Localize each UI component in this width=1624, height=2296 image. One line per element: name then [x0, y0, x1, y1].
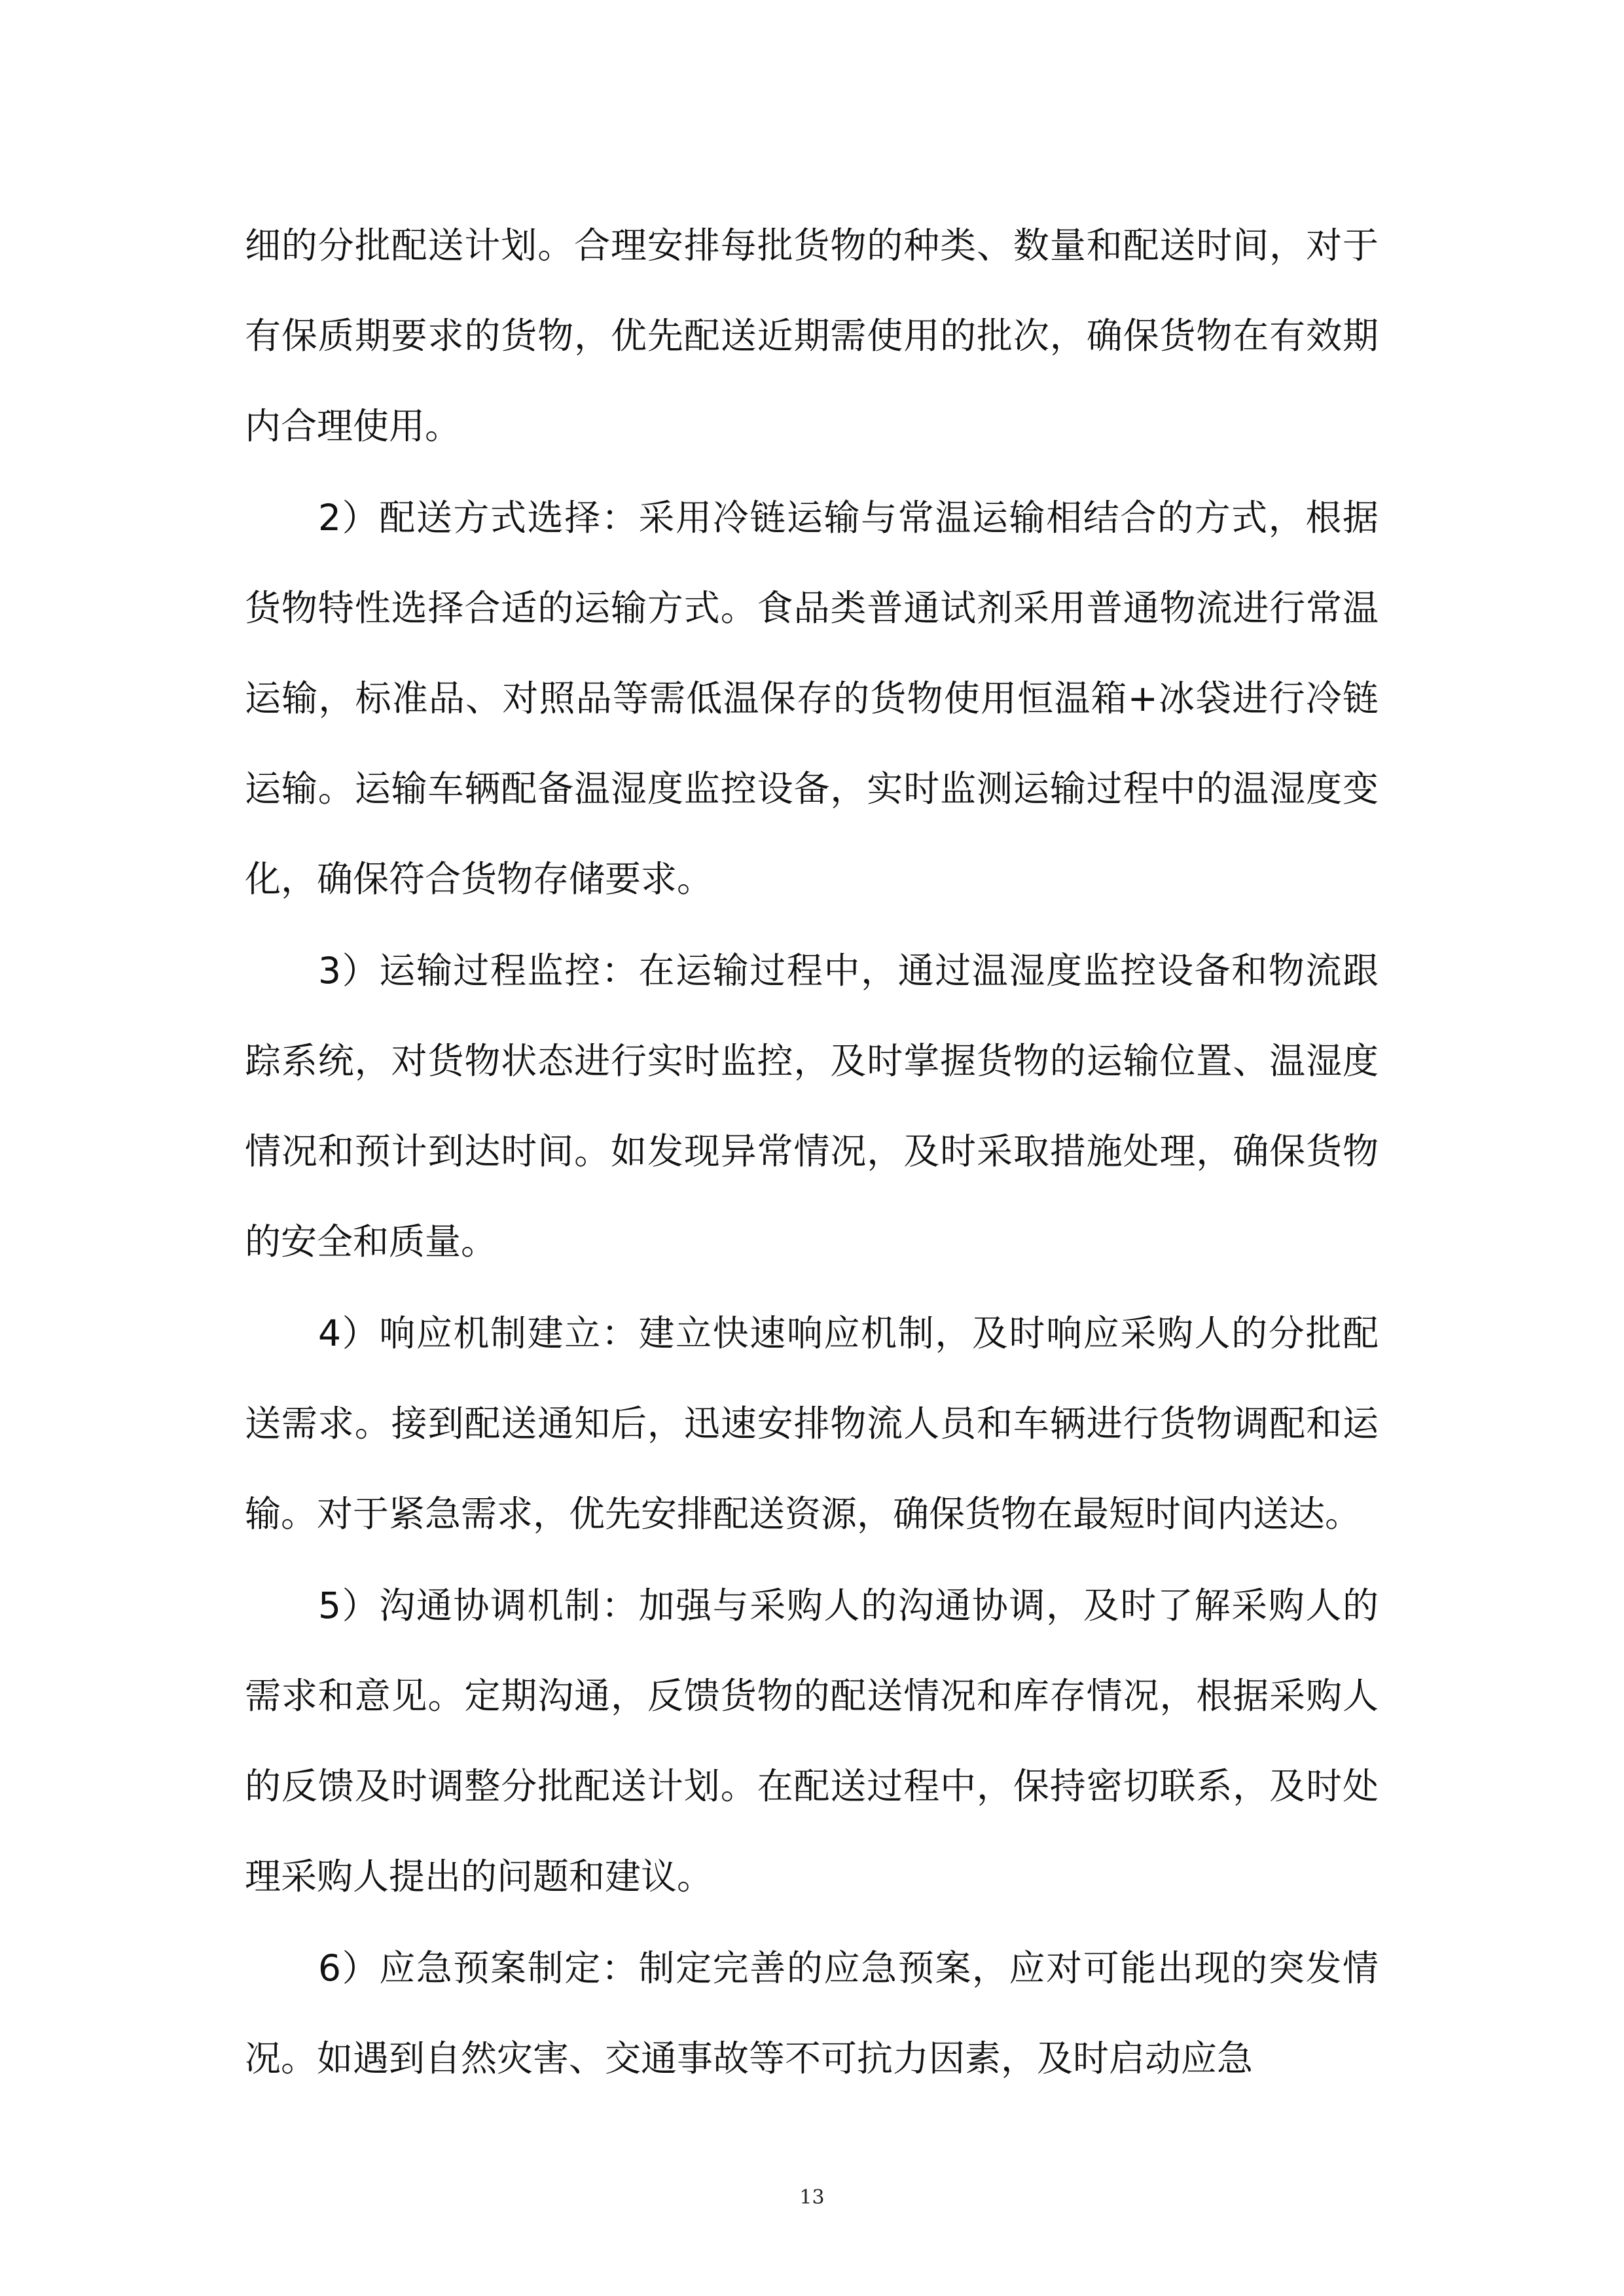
paragraph-communication-mechanism: 5）沟通协调机制：加强与采购人的沟通协调，及时了解采购人的需求和意见。定期沟通，反馈货物的配送情况和库存情况，根据采购人的反馈及时调整分批配送计划。在配送过程中，保持密切联系，及时处理采购人提出的问题和建议。: [245, 1585, 1379, 1897]
page-number: 13: [799, 2186, 825, 2209]
paragraph-continuation: 细的分批配送计划。合理安排每批货物的种类、数量和配送时间，对于有保质期要求的货物，优先配送近期需使用的批次，确保货物在有效期内合理使用。: [245, 224, 1379, 447]
paragraph-response-mechanism: 4）响应机制建立：建立快速响应机制，及时响应采购人的分批配送需求。接到配送通知后，迅速安排物流人员和车辆进行货物调配和运输。对于紧急需求，优先安排配送资源，确保货物在最短时间内送达。: [245, 1312, 1379, 1535]
paragraph-emergency-plan: 6）应急预案制定：制定完善的应急预案，应对可能出现的突发情况。如遇到自然灾害、交通事故等不可抗力因素，及时启动应急: [245, 1947, 1379, 2079]
paragraph-delivery-method: 2）配送方式选择：采用冷链运输与常温运输相结合的方式，根据货物特性选择合适的运输方式。食品类普通试剂采用普通物流进行常温运输，标准品、对照品等需低温保存的货物使用恒温箱+冰袋进行冷链运输。运输车辆配备温湿度监控设备，实时监测运输过程中的温湿度变化，确保符合货物存储要求。: [245, 497, 1379, 900]
paragraph-transport-monitoring: 3）运输过程监控：在运输过程中，通过温湿度监控设备和物流跟踪系统，对货物状态进行实时监控，及时掌握货物的运输位置、温湿度情况和预计到达时间。如发现异常情况，及时采取措施处理，确保货物的安全和质量。: [245, 950, 1379, 1263]
document-body: [245, 200, 1379, 2105]
